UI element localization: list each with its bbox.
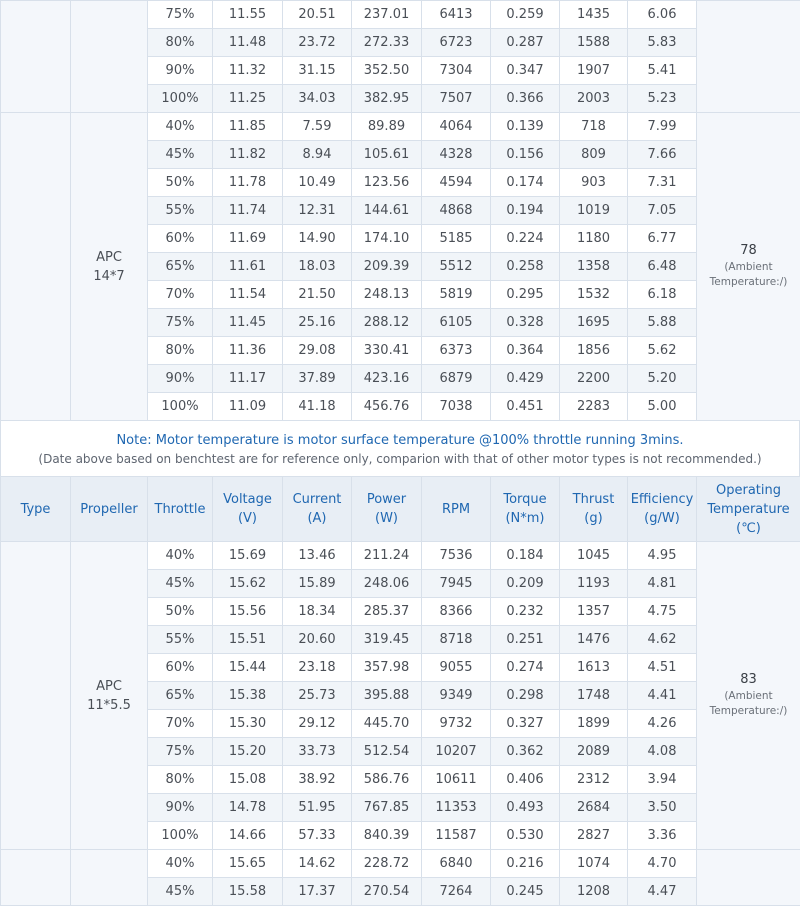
current-cell: 37.89 <box>283 365 352 393</box>
current-cell: 8.94 <box>283 141 352 169</box>
header-current: Current (A) <box>283 477 352 542</box>
header-power: Power (W) <box>352 477 422 542</box>
efficiency-cell: 7.66 <box>628 141 697 169</box>
throttle-cell: 45% <box>148 570 213 598</box>
throttle-cell: 100% <box>148 393 213 421</box>
thrust-cell: 1748 <box>560 682 628 710</box>
voltage-cell: 11.17 <box>213 365 283 393</box>
thrust-cell: 1476 <box>560 626 628 654</box>
table-top <box>0 0 800 421</box>
thrust-cell: 1208 <box>560 878 628 906</box>
thrust-cell: 1193 <box>560 570 628 598</box>
thrust-cell: 1358 <box>560 253 628 281</box>
torque-cell: 0.184 <box>491 542 560 570</box>
thrust-cell: 1532 <box>560 281 628 309</box>
torque-cell: 0.530 <box>491 822 560 850</box>
rpm-cell: 11353 <box>422 794 491 822</box>
efficiency-cell: 4.08 <box>628 738 697 766</box>
thrust-cell: 2827 <box>560 822 628 850</box>
throttle-cell: 100% <box>148 85 213 113</box>
voltage-cell: 11.54 <box>213 281 283 309</box>
power-cell: 352.50 <box>352 57 422 85</box>
efficiency-cell: 3.50 <box>628 794 697 822</box>
rpm-cell: 4064 <box>422 113 491 141</box>
thrust-cell: 1613 <box>560 654 628 682</box>
header-voltage: Voltage (V) <box>213 477 283 542</box>
efficiency-cell: 7.05 <box>628 197 697 225</box>
table-header <box>1 477 800 542</box>
throttle-cell: 60% <box>148 654 213 682</box>
throttle-cell: 70% <box>148 281 213 309</box>
throttle-cell: 80% <box>148 29 213 57</box>
torque-cell: 0.216 <box>491 850 560 878</box>
rpm-cell: 6373 <box>422 337 491 365</box>
propeller-cell: APC 11*5.5 <box>71 542 148 850</box>
voltage-cell: 11.61 <box>213 253 283 281</box>
rpm-cell: 7536 <box>422 542 491 570</box>
efficiency-cell: 5.62 <box>628 337 697 365</box>
power-cell: 395.88 <box>352 682 422 710</box>
throttle-cell: 45% <box>148 878 213 906</box>
current-cell: 23.72 <box>283 29 352 57</box>
power-cell: 285.37 <box>352 598 422 626</box>
temperature-value: 83 <box>740 672 757 687</box>
current-cell: 25.16 <box>283 309 352 337</box>
voltage-cell: 15.38 <box>213 682 283 710</box>
power-cell: 248.06 <box>352 570 422 598</box>
thrust-cell: 1435 <box>560 1 628 29</box>
current-cell: 21.50 <box>283 281 352 309</box>
throttle-cell: 60% <box>148 225 213 253</box>
torque-cell: 0.364 <box>491 337 560 365</box>
thrust-cell: 2283 <box>560 393 628 421</box>
efficiency-cell: 4.70 <box>628 850 697 878</box>
voltage-cell: 14.66 <box>213 822 283 850</box>
thrust-cell: 1019 <box>560 197 628 225</box>
power-cell: 144.61 <box>352 197 422 225</box>
thrust-cell: 2200 <box>560 365 628 393</box>
power-cell: 272.33 <box>352 29 422 57</box>
throttle-cell: 70% <box>148 710 213 738</box>
power-cell: 319.45 <box>352 626 422 654</box>
throttle-cell: 90% <box>148 794 213 822</box>
torque-cell: 0.493 <box>491 794 560 822</box>
temperature-cell <box>697 113 800 421</box>
voltage-cell: 11.85 <box>213 113 283 141</box>
torque-cell: 0.258 <box>491 253 560 281</box>
thrust-cell: 1357 <box>560 598 628 626</box>
thrust-cell: 1588 <box>560 29 628 57</box>
thrust-cell: 1074 <box>560 850 628 878</box>
power-cell: 445.70 <box>352 710 422 738</box>
current-cell: 14.90 <box>283 225 352 253</box>
efficiency-cell: 4.51 <box>628 654 697 682</box>
thrust-cell: 1180 <box>560 225 628 253</box>
torque-cell: 0.347 <box>491 57 560 85</box>
temperature-cell <box>697 1 800 113</box>
power-cell: 330.41 <box>352 337 422 365</box>
header-efficiency: Efficiency (g/W) <box>628 477 697 542</box>
torque-cell: 0.232 <box>491 598 560 626</box>
efficiency-cell: 6.77 <box>628 225 697 253</box>
table-row <box>1 542 800 570</box>
voltage-cell: 15.20 <box>213 738 283 766</box>
rpm-cell: 6879 <box>422 365 491 393</box>
thrust-cell: 2312 <box>560 766 628 794</box>
rpm-cell: 8718 <box>422 626 491 654</box>
rpm-cell: 4868 <box>422 197 491 225</box>
header-thrust: Thrust (g) <box>560 477 628 542</box>
rpm-cell: 11587 <box>422 822 491 850</box>
power-cell: 228.72 <box>352 850 422 878</box>
current-cell: 51.95 <box>283 794 352 822</box>
efficiency-cell: 4.26 <box>628 710 697 738</box>
voltage-cell: 15.69 <box>213 542 283 570</box>
rpm-cell: 10611 <box>422 766 491 794</box>
note-motor-temperature: Note: Motor temperature is motor surface temperature @100% throttle running 3mins. <box>116 433 684 448</box>
torque-cell: 0.209 <box>491 570 560 598</box>
efficiency-cell: 4.41 <box>628 682 697 710</box>
torque-cell: 0.298 <box>491 682 560 710</box>
throttle-cell: 55% <box>148 626 213 654</box>
rpm-cell: 7038 <box>422 393 491 421</box>
current-cell: 15.89 <box>283 570 352 598</box>
current-cell: 7.59 <box>283 113 352 141</box>
throttle-cell: 75% <box>148 309 213 337</box>
current-cell: 33.73 <box>283 738 352 766</box>
torque-cell: 0.156 <box>491 141 560 169</box>
power-cell: 211.24 <box>352 542 422 570</box>
header-temperature: Operating Temperature (℃) <box>697 477 800 542</box>
voltage-cell: 15.30 <box>213 710 283 738</box>
voltage-cell: 15.56 <box>213 598 283 626</box>
efficiency-cell: 3.36 <box>628 822 697 850</box>
efficiency-cell: 6.48 <box>628 253 697 281</box>
throttle-cell: 65% <box>148 682 213 710</box>
thrust-cell: 2003 <box>560 85 628 113</box>
rpm-cell: 7264 <box>422 878 491 906</box>
rpm-cell: 6105 <box>422 309 491 337</box>
throttle-cell: 75% <box>148 1 213 29</box>
thrust-cell: 1907 <box>560 57 628 85</box>
rpm-cell: 10207 <box>422 738 491 766</box>
voltage-cell: 11.25 <box>213 85 283 113</box>
rpm-cell: 9055 <box>422 654 491 682</box>
thrust-cell: 718 <box>560 113 628 141</box>
voltage-cell: 11.78 <box>213 169 283 197</box>
propeller-cell: APC 14*7 <box>71 113 148 421</box>
voltage-cell: 15.08 <box>213 766 283 794</box>
header-type: Type <box>1 477 71 542</box>
propeller-cell <box>71 850 148 906</box>
efficiency-cell: 5.00 <box>628 393 697 421</box>
voltage-cell: 11.82 <box>213 141 283 169</box>
torque-cell: 0.224 <box>491 225 560 253</box>
voltage-cell: 15.62 <box>213 570 283 598</box>
throttle-cell: 40% <box>148 113 213 141</box>
throttle-cell: 45% <box>148 141 213 169</box>
current-cell: 20.60 <box>283 626 352 654</box>
torque-cell: 0.139 <box>491 113 560 141</box>
thrust-cell: 2089 <box>560 738 628 766</box>
throttle-cell: 65% <box>148 253 213 281</box>
voltage-cell: 14.78 <box>213 794 283 822</box>
power-cell: 512.54 <box>352 738 422 766</box>
throttle-cell: 55% <box>148 197 213 225</box>
thrust-cell: 1899 <box>560 710 628 738</box>
efficiency-cell: 4.95 <box>628 542 697 570</box>
voltage-cell: 11.09 <box>213 393 283 421</box>
rpm-cell: 5819 <box>422 281 491 309</box>
efficiency-cell: 4.62 <box>628 626 697 654</box>
throttle-cell: 90% <box>148 57 213 85</box>
torque-cell: 0.259 <box>491 1 560 29</box>
rpm-cell: 4594 <box>422 169 491 197</box>
power-cell: 456.76 <box>352 393 422 421</box>
current-cell: 29.08 <box>283 337 352 365</box>
voltage-cell: 11.55 <box>213 1 283 29</box>
throttle-cell: 80% <box>148 766 213 794</box>
torque-cell: 0.451 <box>491 393 560 421</box>
rpm-cell: 9732 <box>422 710 491 738</box>
thrust-cell: 1856 <box>560 337 628 365</box>
rpm-cell: 6723 <box>422 29 491 57</box>
voltage-cell: 15.51 <box>213 626 283 654</box>
type-cell <box>1 1 71 113</box>
current-cell: 17.37 <box>283 878 352 906</box>
header-torque: Torque (N*m) <box>491 477 560 542</box>
current-cell: 34.03 <box>283 85 352 113</box>
torque-cell: 0.287 <box>491 29 560 57</box>
thrust-cell: 809 <box>560 141 628 169</box>
notes <box>0 421 800 476</box>
temperature-cell <box>697 542 800 850</box>
current-cell: 41.18 <box>283 393 352 421</box>
rpm-cell: 7304 <box>422 57 491 85</box>
efficiency-cell: 5.23 <box>628 85 697 113</box>
table-row <box>1 113 800 141</box>
torque-cell: 0.429 <box>491 365 560 393</box>
current-cell: 29.12 <box>283 710 352 738</box>
torque-cell: 0.174 <box>491 169 560 197</box>
voltage-cell: 11.32 <box>213 57 283 85</box>
torque-cell: 0.366 <box>491 85 560 113</box>
power-cell: 357.98 <box>352 654 422 682</box>
voltage-cell: 11.74 <box>213 197 283 225</box>
power-cell: 840.39 <box>352 822 422 850</box>
torque-cell: 0.274 <box>491 654 560 682</box>
power-cell: 105.61 <box>352 141 422 169</box>
power-cell: 423.16 <box>352 365 422 393</box>
temperature-value: 78 <box>740 243 757 258</box>
torque-cell: 0.328 <box>491 309 560 337</box>
current-cell: 57.33 <box>283 822 352 850</box>
throttle-cell: 75% <box>148 738 213 766</box>
rpm-cell: 8366 <box>422 598 491 626</box>
torque-cell: 0.194 <box>491 197 560 225</box>
power-cell: 209.39 <box>352 253 422 281</box>
voltage-cell: 11.69 <box>213 225 283 253</box>
throttle-cell: 100% <box>148 822 213 850</box>
torque-cell: 0.251 <box>491 626 560 654</box>
voltage-cell: 11.45 <box>213 309 283 337</box>
power-cell: 767.85 <box>352 794 422 822</box>
torque-cell: 0.327 <box>491 710 560 738</box>
temperature-note: (Ambient Temperature:/) <box>709 690 788 717</box>
throttle-cell: 50% <box>148 598 213 626</box>
thrust-cell: 2684 <box>560 794 628 822</box>
efficiency-cell: 4.47 <box>628 878 697 906</box>
efficiency-cell: 5.88 <box>628 309 697 337</box>
power-cell: 237.01 <box>352 1 422 29</box>
voltage-cell: 11.48 <box>213 29 283 57</box>
throttle-cell: 40% <box>148 850 213 878</box>
voltage-cell: 11.36 <box>213 337 283 365</box>
current-cell: 25.73 <box>283 682 352 710</box>
power-cell: 288.12 <box>352 309 422 337</box>
rpm-cell: 5512 <box>422 253 491 281</box>
efficiency-cell: 4.75 <box>628 598 697 626</box>
power-cell: 586.76 <box>352 766 422 794</box>
throttle-cell: 90% <box>148 365 213 393</box>
temperature-cell <box>697 850 800 906</box>
power-cell: 248.13 <box>352 281 422 309</box>
voltage-cell: 15.58 <box>213 878 283 906</box>
rpm-cell: 5185 <box>422 225 491 253</box>
thrust-cell: 903 <box>560 169 628 197</box>
torque-cell: 0.406 <box>491 766 560 794</box>
efficiency-cell: 6.18 <box>628 281 697 309</box>
propeller-cell <box>71 1 148 113</box>
rpm-cell: 7507 <box>422 85 491 113</box>
temperature-note: (Ambient Temperature:/) <box>709 261 788 288</box>
header-rpm: RPM <box>422 477 491 542</box>
rpm-cell: 6413 <box>422 1 491 29</box>
efficiency-cell: 7.31 <box>628 169 697 197</box>
torque-cell: 0.362 <box>491 738 560 766</box>
type-cell <box>1 113 71 421</box>
efficiency-cell: 5.41 <box>628 57 697 85</box>
thrust-cell: 1045 <box>560 542 628 570</box>
current-cell: 14.62 <box>283 850 352 878</box>
rpm-cell: 7945 <box>422 570 491 598</box>
rpm-cell: 4328 <box>422 141 491 169</box>
efficiency-cell: 5.83 <box>628 29 697 57</box>
current-cell: 31.15 <box>283 57 352 85</box>
efficiency-cell: 3.94 <box>628 766 697 794</box>
throttle-cell: 50% <box>148 169 213 197</box>
power-cell: 174.10 <box>352 225 422 253</box>
torque-cell: 0.295 <box>491 281 560 309</box>
current-cell: 18.03 <box>283 253 352 281</box>
current-cell: 10.49 <box>283 169 352 197</box>
header-propeller: Propeller <box>71 477 148 542</box>
table-bottom <box>0 476 800 906</box>
current-cell: 23.18 <box>283 654 352 682</box>
current-cell: 20.51 <box>283 1 352 29</box>
table-row <box>1 1 800 29</box>
power-cell: 89.89 <box>352 113 422 141</box>
current-cell: 38.92 <box>283 766 352 794</box>
type-cell <box>1 542 71 850</box>
power-cell: 270.54 <box>352 878 422 906</box>
type-cell <box>1 850 71 906</box>
thrust-cell: 1695 <box>560 309 628 337</box>
current-cell: 18.34 <box>283 598 352 626</box>
voltage-cell: 15.65 <box>213 850 283 878</box>
note-benchtest-disclaimer: (Date above based on benchtest are for reference only, comparion with that of other motor types is not recommended.) <box>38 452 762 466</box>
efficiency-cell: 5.20 <box>628 365 697 393</box>
efficiency-cell: 7.99 <box>628 113 697 141</box>
current-cell: 13.46 <box>283 542 352 570</box>
torque-cell: 0.245 <box>491 878 560 906</box>
throttle-cell: 80% <box>148 337 213 365</box>
current-cell: 12.31 <box>283 197 352 225</box>
throttle-cell: 40% <box>148 542 213 570</box>
efficiency-cell: 6.06 <box>628 1 697 29</box>
header-throttle: Throttle <box>148 477 213 542</box>
rpm-cell: 6840 <box>422 850 491 878</box>
table-row <box>1 850 800 878</box>
rpm-cell: 9349 <box>422 682 491 710</box>
power-cell: 382.95 <box>352 85 422 113</box>
efficiency-cell: 4.81 <box>628 570 697 598</box>
voltage-cell: 15.44 <box>213 654 283 682</box>
power-cell: 123.56 <box>352 169 422 197</box>
